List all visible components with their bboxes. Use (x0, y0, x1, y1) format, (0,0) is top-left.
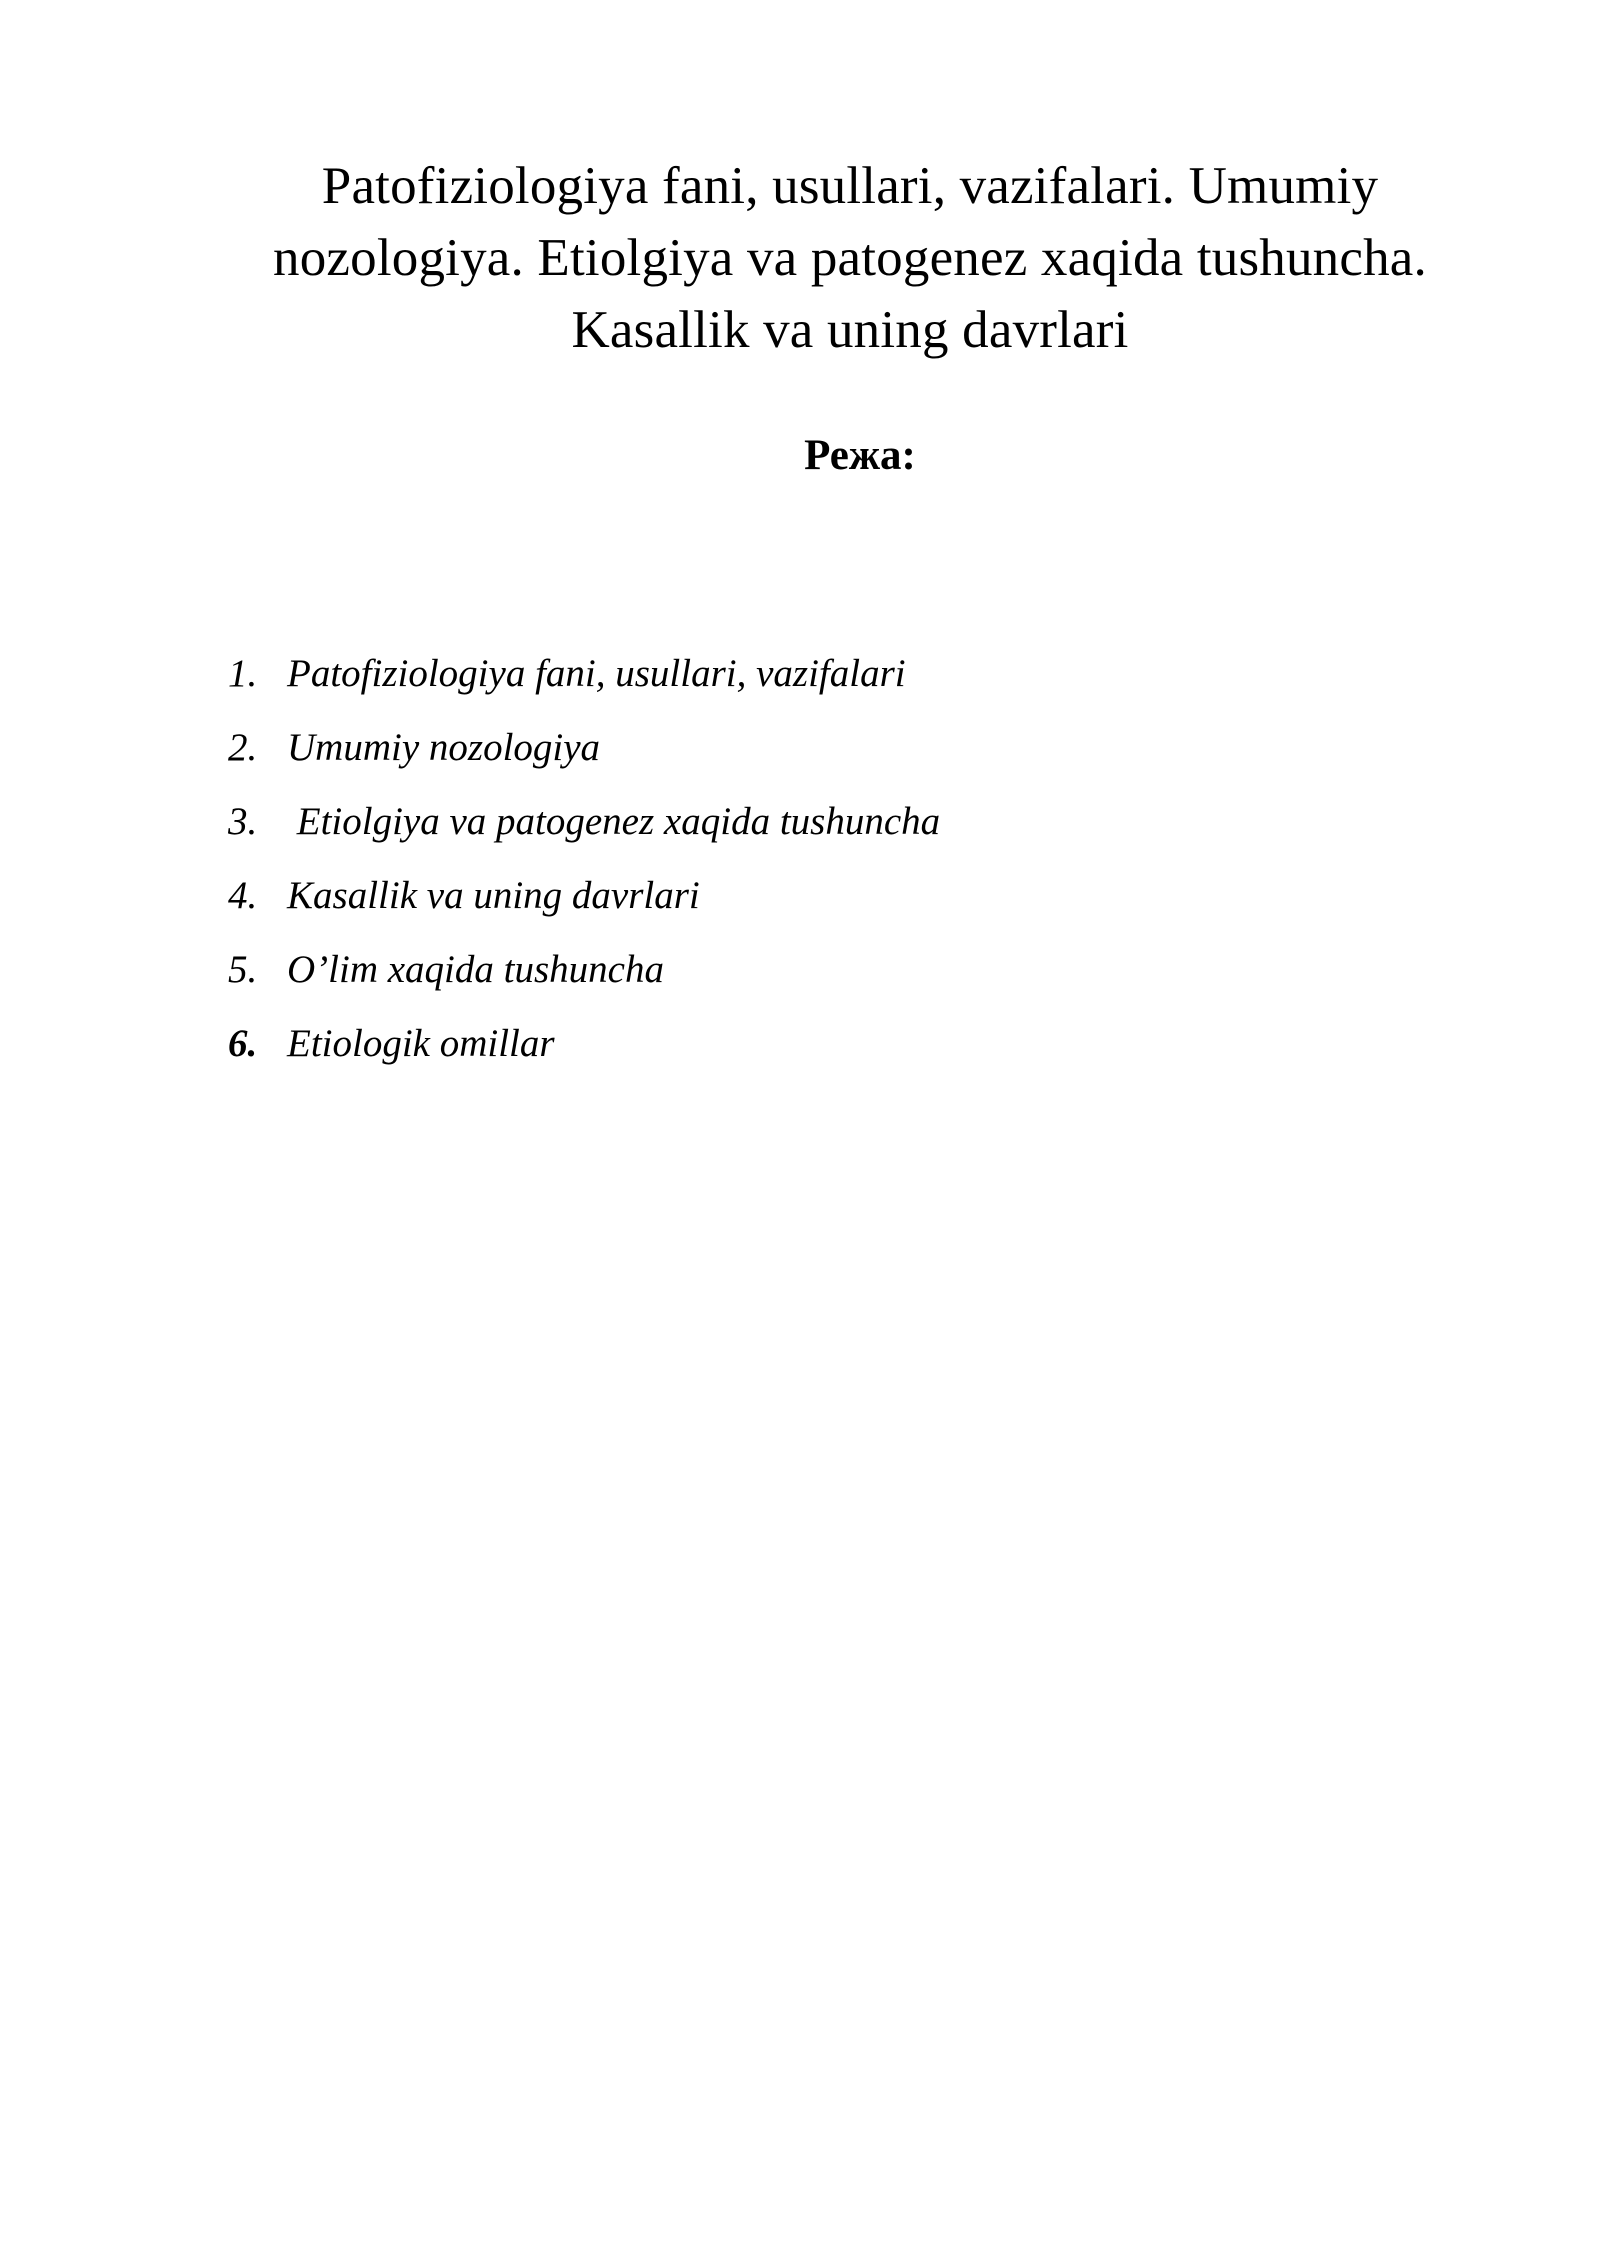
plan-item-number: 5. (228, 948, 258, 991)
plan-item-number: 4. (228, 874, 258, 917)
plan-item-text: Umumiy nozologiya (287, 726, 601, 769)
plan-item-text: Patofiziologiya fani, usullari, vazifalari (287, 652, 906, 695)
plan-item-3 (228, 796, 940, 870)
plan-item-text: Etiologik omillar (287, 1022, 555, 1065)
plan-item-2 (228, 722, 940, 796)
plan-item-number: 6. (228, 1022, 258, 1065)
plan-item-5 (228, 944, 940, 1018)
plan-item-number: 2. (228, 726, 258, 769)
plan-list (228, 648, 940, 1092)
plan-heading: Режа: (804, 432, 916, 479)
plan-item-text: Kasallik va uning davrlari (287, 874, 700, 917)
plan-item-6 (228, 1018, 940, 1092)
plan-item-number: 3. (228, 800, 258, 843)
plan-item-4 (228, 870, 940, 944)
plan-item-text: Etiolgiya va patogenez xaqida tushuncha (287, 800, 941, 843)
document-title: Patofiziologiya fani, usullari, vazifalari. Umumiy nozologiya. Etiolgiya va patogenez xaqida tushuncha. Kasallik va uning davrlari (273, 157, 1427, 359)
plan-item-number: 1. (228, 652, 258, 695)
plan-item-1 (228, 648, 940, 722)
plan-item-text: O’lim xaqida tushuncha (287, 948, 664, 991)
